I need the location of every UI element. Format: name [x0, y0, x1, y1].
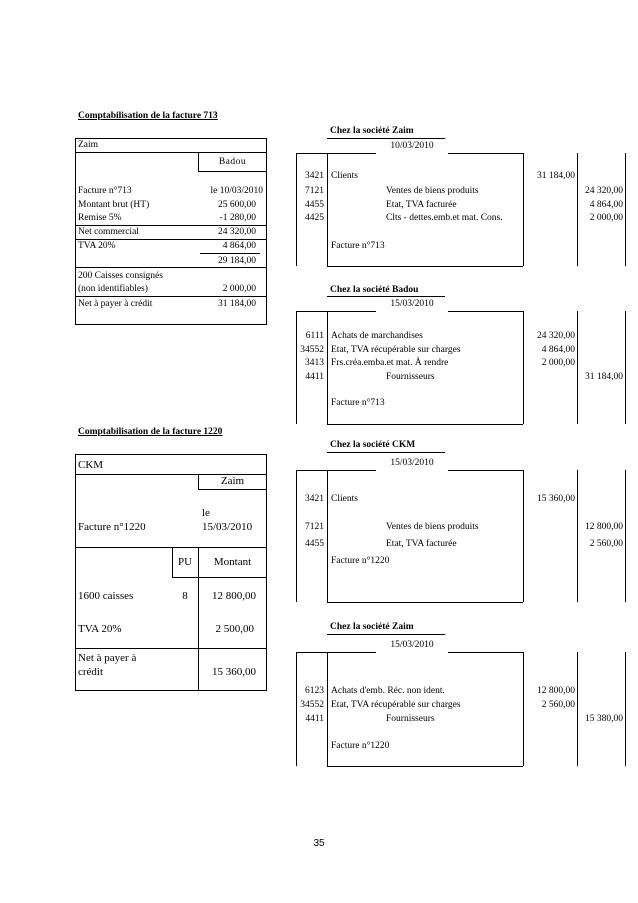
- page-number: 35: [313, 838, 325, 849]
- journal-zaim-713-account: 3421: [305, 171, 324, 181]
- journal-ckm-title: Chez la société CKM: [330, 440, 416, 450]
- invoice-1220-client: Zaim: [220, 475, 245, 487]
- invoice-713-row-value: 25 600,00: [218, 200, 256, 210]
- invoice-1220-tva-label: TVA 20%: [78, 623, 122, 635]
- section2-heading: Comptabilisation de la facture 1220: [78, 427, 223, 437]
- journal-badou-label: Etat, TVA récupérable sur charges: [331, 345, 461, 355]
- journal-badou-date: 15/03/2010: [390, 299, 434, 309]
- journal-ckm-account: 4455: [305, 539, 324, 549]
- journal-zaim-713-date: 10/03/2010: [390, 141, 434, 151]
- invoice-1220-item-pu: 8: [182, 590, 188, 602]
- journal-badou-account: 3413: [305, 358, 324, 368]
- invoice-713-date: le 10/03/2010: [210, 186, 263, 196]
- journal-zaim-713-debit: 31 184,00: [537, 171, 575, 181]
- invoice-713-row-label: Montant brut (HT): [78, 200, 150, 210]
- journal-zaim-713-label: Clients: [331, 171, 358, 181]
- invoice-713-caisses-value: 2 000,00: [222, 284, 256, 294]
- journal-ckm-reference: Facture n°1220: [331, 556, 390, 566]
- journal-zaim-1220-account: 6123: [305, 686, 324, 696]
- invoice-713-caisses: (non identifiables): [78, 284, 148, 294]
- journal-badou-credit: 31 184,00: [585, 372, 623, 382]
- journal-zaim-1220-account: 4411: [305, 714, 324, 724]
- journal-ckm-credit: 2 560,00: [589, 539, 623, 549]
- journal-badou-reference: Facture n°713: [331, 398, 385, 408]
- journal-badou-label: Frs.créa.emba.et mat. À rendre: [331, 358, 449, 368]
- journal-badou-account: 6111: [305, 331, 324, 341]
- journal-ckm-label: Etat, TVA facturée: [386, 539, 457, 549]
- invoice-713-row-value: 24 320,00: [218, 227, 256, 237]
- invoice-713-row-label: TVA 20%: [78, 241, 116, 251]
- journal-ckm-account: 3421: [305, 494, 324, 504]
- journal-zaim-713-label: Etat, TVA facturée: [386, 200, 457, 210]
- invoice-713-company: Zaim: [78, 140, 99, 150]
- invoice-1220-col-pu: PU: [177, 556, 193, 568]
- invoice-713-row-label: Net commercial: [78, 227, 139, 237]
- journal-zaim-1220-label: Achats d'emb. Réc. non ident.: [331, 686, 445, 696]
- invoice-1220-net-label: Net à payer à: [78, 652, 137, 664]
- journal-ckm-label: Ventes de biens produits: [386, 522, 479, 532]
- invoice-1220-company: CKM: [78, 459, 104, 471]
- journal-badou-label: Achats de marchandises: [331, 331, 423, 341]
- journal-ckm-date: 15/03/2010: [390, 458, 434, 468]
- invoice-1220-label: Facture n°1220: [78, 521, 146, 533]
- journal-badou-debit: 4 864,00: [541, 345, 575, 355]
- section1-heading: Comptabilisation de la facture 713: [78, 111, 218, 121]
- invoice-1220-item-label: 1600 caisses: [78, 590, 134, 602]
- journal-zaim-713-title: Chez la société Zaim: [330, 126, 414, 136]
- journal-zaim-713-label: Ventes de biens produits: [386, 186, 479, 196]
- invoice-1220-tva-value: 2 500,00: [215, 623, 254, 635]
- journal-zaim-713-credit: 2 000,00: [589, 213, 623, 223]
- invoice-1220-net-value: 15 360,00: [212, 666, 256, 678]
- journal-zaim-713-credit: 4 864,00: [589, 200, 623, 210]
- invoice-1220-col-montant: Montant: [213, 556, 252, 568]
- journal-ckm-debit: 15 360,00: [537, 494, 575, 504]
- invoice-1220-date: le: [202, 507, 210, 519]
- journal-zaim-1220-label: Fournisseurs: [386, 714, 435, 724]
- invoice-713-client: Badou: [218, 157, 247, 167]
- journal-ckm-account: 7121: [305, 522, 324, 532]
- invoice-1220-net-label: crédit: [78, 666, 104, 678]
- journal-badou-debit: 2 000,00: [541, 358, 575, 368]
- invoice-713-row-value: -1 280,00: [219, 213, 256, 223]
- journal-zaim-713-account: 7121: [305, 186, 324, 196]
- journal-zaim-1220-label: Etat, TVA récupérable sur charges: [331, 700, 461, 710]
- journal-badou-debit: 24 320,00: [537, 331, 575, 341]
- invoice-1220-item-value: 12 800,00: [212, 590, 256, 602]
- journal-zaim-713-account: 4455: [305, 200, 324, 210]
- journal-badou-label: Fournisseurs: [386, 372, 435, 382]
- invoice-1220-date: 15/03/2010: [202, 521, 253, 533]
- invoice-713-subtotal: 29 184,00: [218, 256, 256, 266]
- journal-zaim-713-account: 4425: [305, 213, 324, 223]
- journal-zaim-1220-account: 34552: [300, 700, 324, 710]
- journal-badou-account: 34552: [300, 345, 324, 355]
- invoice-713-row-value: 4 864,00: [222, 241, 256, 251]
- journal-ckm-label: Clients: [331, 494, 358, 504]
- invoice-713-net-value: 31 184,00: [218, 299, 256, 309]
- journal-zaim-713-label: Clts - dettes.emb.et mat. Cons.: [386, 213, 503, 223]
- invoice-713-net-label: Net à payer à crédit: [78, 299, 153, 309]
- journal-zaim-1220-title: Chez la société Zaim: [330, 622, 414, 632]
- journal-zaim-1220-credit: 15 380,00: [585, 714, 623, 724]
- journal-zaim-1220-reference: Facture n°1220: [331, 741, 390, 751]
- invoice-713-label: Facture n°713: [78, 186, 132, 196]
- journal-zaim-1220-date: 15/03/2010: [390, 640, 434, 650]
- journal-ckm-credit: 12 800,00: [585, 522, 623, 532]
- invoice-713-caisses: 200 Caisses consignés: [78, 271, 163, 281]
- journal-badou-title: Chez la société Badou: [330, 285, 419, 295]
- journal-zaim-1220-debit: 12 800,00: [537, 686, 575, 696]
- journal-badou-account: 4411: [305, 372, 324, 382]
- journal-zaim-1220-debit: 2 560,00: [541, 700, 575, 710]
- journal-zaim-713-reference: Facture n°713: [331, 241, 385, 251]
- invoice-713-row-label: Remise 5%: [78, 213, 122, 223]
- journal-zaim-713-credit: 24 320,00: [585, 186, 623, 196]
